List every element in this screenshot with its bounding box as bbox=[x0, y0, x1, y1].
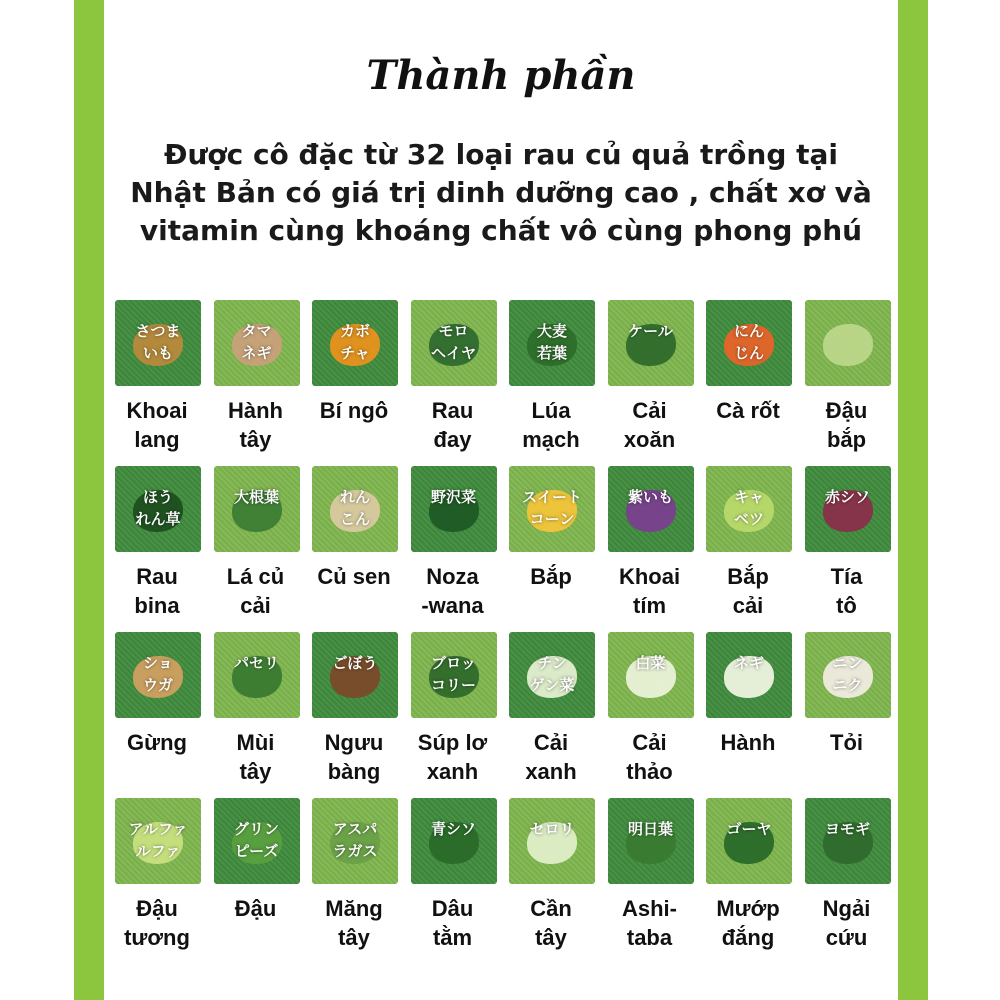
ingredient-tile bbox=[411, 466, 497, 552]
description-line: vitamin cùng khoáng chất vô cùng phong phú bbox=[139, 214, 863, 247]
vietnamese-label-line: Mùi bbox=[236, 730, 275, 755]
ingredient-tile bbox=[214, 798, 300, 884]
japanese-label bbox=[214, 818, 300, 862]
vietnamese-label bbox=[299, 562, 409, 591]
vietnamese-label-line: bắp bbox=[826, 427, 867, 452]
japanese-label bbox=[608, 652, 694, 674]
vietnamese-label bbox=[693, 562, 803, 620]
vietnamese-label bbox=[398, 562, 508, 620]
vietnamese-label bbox=[595, 728, 705, 786]
japanese-label-line: じん bbox=[733, 344, 764, 362]
japanese-label-line: れん草 bbox=[135, 510, 181, 528]
japanese-label-line: ニク bbox=[832, 676, 863, 694]
vietnamese-label-line: tô bbox=[836, 593, 857, 618]
japanese-label-line: タマ bbox=[241, 322, 272, 340]
japanese-label-line: コリー bbox=[430, 676, 476, 694]
japanese-label-line: ピーズ bbox=[234, 842, 279, 860]
japanese-label-line: にん bbox=[733, 322, 764, 340]
japanese-label-line: 若葉 bbox=[536, 344, 567, 362]
japanese-label-line: チャ bbox=[340, 344, 370, 362]
vietnamese-label bbox=[693, 728, 803, 757]
vietnamese-label bbox=[102, 562, 212, 620]
japanese-label-line: ブロッ bbox=[431, 654, 476, 672]
japanese-label bbox=[608, 320, 694, 342]
japanese-label-line: 大根葉 bbox=[233, 488, 279, 506]
vietnamese-label-line: Bí ngô bbox=[319, 398, 389, 423]
vietnamese-label bbox=[792, 894, 902, 952]
vietnamese-label-line: Bắp bbox=[530, 564, 572, 589]
japanese-label-line: 青シソ bbox=[430, 820, 476, 838]
vietnamese-label-line: Ngải bbox=[822, 896, 871, 921]
japanese-label bbox=[411, 486, 497, 508]
ingredient-tile bbox=[608, 300, 694, 386]
vietnamese-label bbox=[299, 396, 409, 425]
description-line: Nhật Bản có giá trị dinh dưỡng cao , chất xơ và bbox=[130, 176, 872, 209]
ingredient-tile bbox=[608, 466, 694, 552]
japanese-label bbox=[805, 818, 891, 840]
vietnamese-label-line: -wana bbox=[421, 593, 484, 618]
vietnamese-label-line: Hành bbox=[228, 398, 283, 423]
japanese-label-line: ネギ bbox=[241, 344, 272, 362]
japanese-label-line: ネギ bbox=[733, 654, 764, 672]
ingredient-tile bbox=[509, 300, 595, 386]
description-line: Được cô đặc từ 32 loại rau củ quả trồng tại bbox=[163, 138, 838, 171]
japanese-label-line: ラガス bbox=[332, 842, 378, 860]
japanese-label-line: ショ bbox=[143, 654, 173, 672]
japanese-label bbox=[706, 818, 792, 840]
japanese-label bbox=[312, 818, 398, 862]
vietnamese-label bbox=[398, 728, 508, 786]
vietnamese-label-line: lang bbox=[134, 427, 180, 452]
vietnamese-label bbox=[792, 562, 902, 620]
ingredient-tile bbox=[706, 466, 792, 552]
japanese-label bbox=[509, 652, 595, 696]
ingredient-tile bbox=[608, 798, 694, 884]
japanese-label bbox=[509, 818, 595, 840]
vietnamese-label bbox=[299, 894, 409, 952]
vietnamese-label-line: tím bbox=[633, 593, 666, 618]
left-green-border bbox=[74, 0, 104, 1000]
vietnamese-label-line: tây bbox=[535, 925, 567, 950]
japanese-label-line: 大麦 bbox=[536, 322, 567, 340]
japanese-label bbox=[312, 486, 398, 530]
ingredient-tile bbox=[509, 632, 595, 718]
japanese-label-line: セロリ bbox=[529, 820, 575, 838]
vietnamese-label-line: xoăn bbox=[623, 427, 676, 452]
japanese-label bbox=[214, 652, 300, 674]
ingredient-tile bbox=[509, 466, 595, 552]
ingredient-tile bbox=[115, 466, 201, 552]
japanese-label bbox=[805, 652, 891, 696]
vietnamese-label bbox=[595, 894, 705, 952]
vietnamese-label bbox=[201, 562, 311, 620]
japanese-label bbox=[115, 320, 201, 364]
vietnamese-label-line: taba bbox=[626, 925, 673, 950]
ingredient-tile bbox=[115, 798, 201, 884]
ingredient-tile bbox=[509, 798, 595, 884]
ingredient-tile bbox=[312, 300, 398, 386]
japanese-label bbox=[411, 818, 497, 840]
japanese-label bbox=[214, 320, 300, 364]
vietnamese-label-line: Ngưu bbox=[324, 730, 384, 755]
vietnamese-label-line: Măng bbox=[325, 896, 383, 921]
vietnamese-label bbox=[102, 728, 212, 757]
japanese-label bbox=[115, 818, 201, 862]
vietnamese-label-line: Cải bbox=[533, 730, 569, 755]
japanese-label bbox=[312, 320, 398, 364]
vietnamese-label-line: Cải bbox=[632, 398, 667, 423]
ingredient-tile bbox=[214, 300, 300, 386]
japanese-label-line: れん bbox=[339, 488, 370, 506]
japanese-label bbox=[805, 486, 891, 508]
japanese-label-line: パセリ bbox=[233, 654, 279, 672]
japanese-label-line: キャ bbox=[733, 488, 764, 506]
japanese-label bbox=[608, 818, 694, 840]
vietnamese-label bbox=[496, 396, 606, 454]
japanese-label bbox=[706, 486, 792, 530]
vietnamese-label-line: Đậu bbox=[234, 896, 277, 921]
right-green-border bbox=[898, 0, 928, 1000]
vietnamese-label-line: tây bbox=[239, 759, 272, 784]
vietnamese-label bbox=[201, 728, 311, 786]
vietnamese-label-line: xanh bbox=[426, 759, 479, 784]
ingredient-tile bbox=[115, 632, 201, 718]
vietnamese-label bbox=[693, 396, 803, 425]
vietnamese-label bbox=[792, 728, 902, 757]
japanese-label-line: こん bbox=[339, 510, 370, 528]
japanese-label-line: ごぼう bbox=[332, 654, 378, 672]
japanese-label-line: ヨモギ bbox=[824, 820, 870, 838]
japanese-label bbox=[706, 652, 792, 674]
vietnamese-label bbox=[496, 562, 606, 591]
vietnamese-label-line: cải bbox=[732, 593, 764, 618]
ingredient-tile bbox=[805, 466, 891, 552]
vietnamese-label-line: tằm bbox=[432, 925, 473, 950]
vietnamese-label-line: bina bbox=[134, 593, 180, 618]
japanese-label-line: チン bbox=[537, 654, 567, 672]
japanese-label-line: ベツ bbox=[733, 510, 764, 528]
vietnamese-label-line: Đậu bbox=[136, 896, 178, 921]
vietnamese-label bbox=[496, 728, 606, 786]
vietnamese-label bbox=[595, 396, 705, 454]
ingredient-tile bbox=[312, 466, 398, 552]
vietnamese-label-line: Hành bbox=[720, 730, 776, 755]
vietnamese-label-line: Noza bbox=[426, 564, 479, 589]
japanese-label-line: 野沢菜 bbox=[430, 488, 476, 506]
japanese-label bbox=[312, 652, 398, 674]
japanese-label bbox=[608, 486, 694, 508]
vietnamese-label-line: Củ sen bbox=[317, 564, 391, 589]
vietnamese-label-line: Khoai bbox=[126, 398, 188, 423]
vietnamese-label bbox=[398, 396, 508, 454]
japanese-label-line: 赤シソ bbox=[824, 488, 870, 506]
vietnamese-label-line: xanh bbox=[525, 759, 577, 784]
ingredient-tile bbox=[411, 632, 497, 718]
japanese-label bbox=[115, 652, 201, 696]
ingredient-tile bbox=[312, 798, 398, 884]
japanese-label-line: コーン bbox=[529, 510, 575, 528]
japanese-label-line: ケール bbox=[628, 322, 673, 340]
ingredient-tile bbox=[706, 300, 792, 386]
vietnamese-label-line: tây bbox=[338, 925, 370, 950]
vietnamese-label bbox=[299, 728, 409, 786]
japanese-label bbox=[411, 652, 497, 696]
japanese-label-line: ニン bbox=[832, 654, 863, 672]
ingredient-tile bbox=[608, 632, 694, 718]
vietnamese-label bbox=[201, 396, 311, 454]
japanese-label bbox=[214, 486, 300, 508]
vietnamese-label-line: Đậu bbox=[825, 398, 868, 423]
vietnamese-label-line: mạch bbox=[522, 427, 580, 452]
japanese-label-line: スイート bbox=[522, 488, 582, 506]
japanese-label bbox=[509, 486, 595, 530]
vietnamese-label-line: Gừng bbox=[127, 730, 187, 755]
japanese-label bbox=[411, 320, 497, 364]
ingredient-tile bbox=[214, 632, 300, 718]
vietnamese-label-line: Rau bbox=[431, 398, 474, 423]
ingredient-tile bbox=[411, 300, 497, 386]
ingredient-tile bbox=[805, 300, 891, 386]
japanese-label-line: ウガ bbox=[142, 676, 173, 694]
vietnamese-label bbox=[595, 562, 705, 620]
vietnamese-label bbox=[102, 396, 212, 454]
ingredient-tile bbox=[411, 798, 497, 884]
vietnamese-label-line: Tía bbox=[830, 564, 863, 589]
ingredient-tile bbox=[115, 300, 201, 386]
japanese-label-line: ほう bbox=[142, 488, 173, 506]
vietnamese-label-line: Súp lơ bbox=[417, 730, 488, 755]
vietnamese-label bbox=[693, 894, 803, 952]
vietnamese-label-line: cứu bbox=[825, 925, 868, 950]
ingredient-tile bbox=[706, 798, 792, 884]
vietnamese-label-line: Cà rốt bbox=[716, 398, 780, 423]
vietnamese-label-line: đắng bbox=[721, 925, 775, 950]
japanese-label-line: ゲン菜 bbox=[529, 676, 575, 694]
japanese-label-line: いも bbox=[142, 344, 173, 362]
japanese-label bbox=[115, 486, 201, 530]
vietnamese-label bbox=[398, 894, 508, 952]
vietnamese-label-line: Ashi- bbox=[622, 896, 677, 921]
vietnamese-label-line: cải bbox=[240, 593, 271, 618]
vietnamese-label-line: Cải bbox=[632, 730, 667, 755]
vietnamese-label bbox=[201, 894, 311, 923]
description bbox=[104, 136, 898, 250]
vietnamese-label bbox=[792, 396, 902, 454]
ingredient-tile bbox=[805, 632, 891, 718]
vietnamese-label-line: Khoai bbox=[618, 564, 681, 589]
vietnamese-label-line: Dâu bbox=[431, 896, 474, 921]
vietnamese-label-line: tây bbox=[239, 427, 272, 452]
japanese-label-line: 紫いも bbox=[627, 488, 673, 506]
japanese-label-line: 白菜 bbox=[635, 654, 666, 672]
page-title: Thành phần bbox=[366, 52, 636, 99]
ingredient-tile bbox=[706, 632, 792, 718]
vietnamese-label-line: đay bbox=[433, 427, 472, 452]
ingredient-tile bbox=[214, 466, 300, 552]
vietnamese-label-line: Rau bbox=[136, 564, 178, 589]
okra-icon bbox=[823, 324, 873, 366]
vietnamese-label-line: bàng bbox=[327, 759, 381, 784]
vietnamese-label-line: Lá củ bbox=[226, 564, 285, 589]
vietnamese-label-line: Mướp bbox=[716, 896, 780, 921]
japanese-label-line: さつま bbox=[135, 322, 181, 340]
content-panel bbox=[104, 0, 898, 1000]
ingredient-tile bbox=[805, 798, 891, 884]
vietnamese-label-line: Lúa bbox=[531, 398, 571, 423]
japanese-label-line: グリン bbox=[233, 820, 279, 838]
vietnamese-label-line: tương bbox=[124, 925, 190, 950]
vietnamese-label bbox=[102, 894, 212, 952]
japanese-label-line: モロ bbox=[438, 322, 469, 340]
japanese-label-line: ゴーヤ bbox=[726, 820, 772, 838]
japanese-label-line: アスパ bbox=[332, 820, 378, 838]
japanese-label-line: アルファ bbox=[128, 820, 188, 838]
vietnamese-label-line: Bắp bbox=[727, 564, 769, 589]
vietnamese-label bbox=[496, 894, 606, 952]
ingredient-tile bbox=[312, 632, 398, 718]
japanese-label bbox=[706, 320, 792, 364]
vietnamese-label-line: Tỏi bbox=[830, 730, 863, 755]
japanese-label bbox=[509, 320, 595, 364]
vietnamese-label-line: Cần bbox=[530, 896, 572, 921]
japanese-label-line: 明日葉 bbox=[627, 820, 673, 838]
japanese-label-line: ヘイヤ bbox=[430, 344, 476, 362]
japanese-label-line: カボ bbox=[339, 322, 370, 340]
japanese-label-line: ルファ bbox=[135, 842, 181, 860]
vietnamese-label-line: thảo bbox=[626, 759, 673, 784]
